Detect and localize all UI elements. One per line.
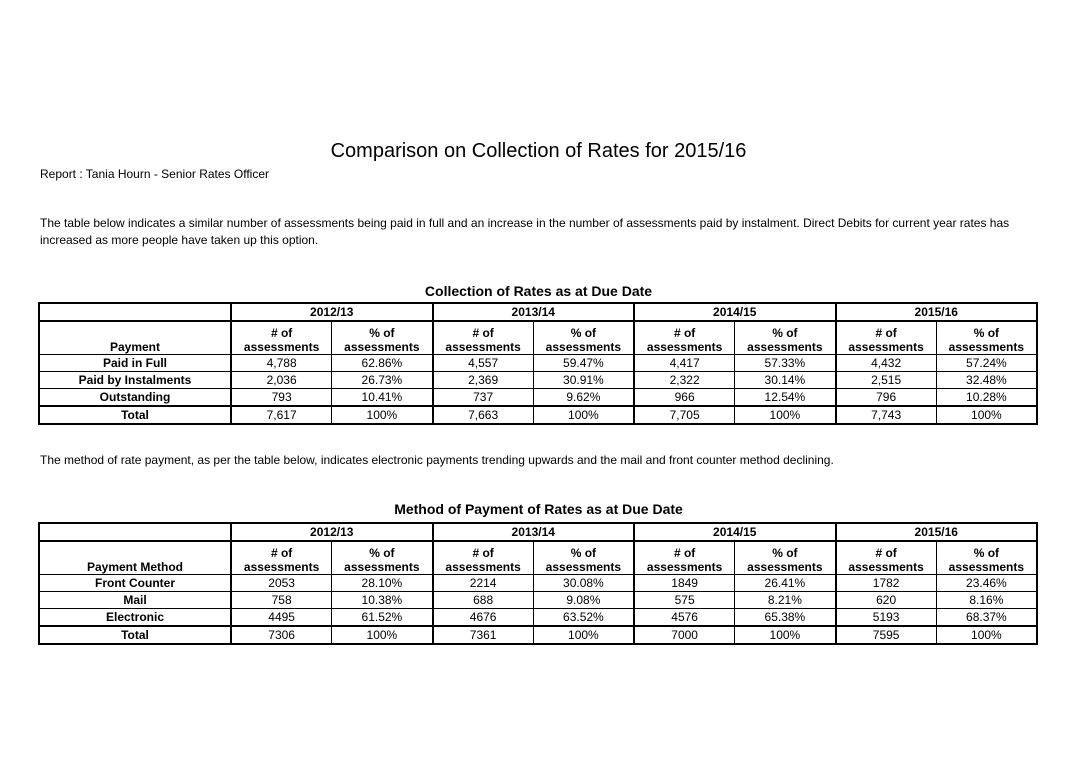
table-subheader-row bbox=[39, 541, 1037, 575]
table-cell: 4676 bbox=[433, 609, 534, 627]
report-title: Comparison on Collection of Rates for 2015/16 bbox=[330, 140, 747, 162]
table-row bbox=[39, 592, 1037, 609]
table-cell: 688 bbox=[433, 592, 534, 609]
row-label: Outstanding bbox=[39, 389, 231, 407]
table-cell: 63.52% bbox=[533, 609, 634, 627]
table-cell: 4495 bbox=[231, 609, 332, 627]
table-cell: 62.86% bbox=[332, 355, 433, 372]
table-cell: 737 bbox=[433, 389, 534, 407]
row-header-label: Payment bbox=[39, 321, 231, 355]
table-cell: 4,417 bbox=[634, 355, 735, 372]
year-header: 2014/15 bbox=[634, 303, 836, 321]
method-table bbox=[38, 522, 1038, 645]
table-cell: 2,036 bbox=[231, 372, 332, 389]
row-label: Total bbox=[39, 626, 231, 644]
table-cell: 9.62% bbox=[533, 389, 634, 407]
table-cell: 12.54% bbox=[735, 389, 836, 407]
table-cell: 5193 bbox=[836, 609, 937, 627]
total-row bbox=[39, 406, 1037, 424]
table-cell: 7595 bbox=[836, 626, 937, 644]
table-row bbox=[39, 372, 1037, 389]
count-column-header: # of assessments bbox=[836, 541, 937, 575]
count-column-header: # of assessments bbox=[634, 541, 735, 575]
table-cell: 26.41% bbox=[735, 575, 836, 592]
table-cell: 2,515 bbox=[836, 372, 937, 389]
method-paragraph: The method of rate payment, as per the table below, indicates electronic payments trending upwards and the mail and front counter method declining. bbox=[40, 453, 834, 467]
report-author: Report : Tania Hourn - Senior Rates Officer bbox=[40, 167, 269, 181]
year-header: 2012/13 bbox=[231, 303, 433, 321]
table-cell: 2,322 bbox=[634, 372, 735, 389]
year-header: 2012/13 bbox=[231, 523, 433, 541]
table-cell: 32.48% bbox=[936, 372, 1037, 389]
table-cell: 57.24% bbox=[936, 355, 1037, 372]
table-cell: 68.37% bbox=[936, 609, 1037, 627]
intro-paragraph: The table below indicates a similar number of assessments being paid in full and an increase in the number of assessments paid by instalment. Direct Debits for current year rates has increased as more people have taken up this option. bbox=[40, 216, 1010, 247]
collection-table bbox=[38, 302, 1038, 425]
table-cell: 793 bbox=[231, 389, 332, 407]
year-header: 2013/14 bbox=[433, 523, 635, 541]
total-row bbox=[39, 626, 1037, 644]
percent-column-header: % of assessments bbox=[936, 321, 1037, 355]
table-header-row bbox=[39, 303, 1037, 321]
count-column-header: # of assessments bbox=[231, 321, 332, 355]
row-label: Paid by Instalments bbox=[39, 372, 231, 389]
table-cell: 100% bbox=[735, 626, 836, 644]
method-table-caption: Method of Payment of Rates as at Due Date bbox=[394, 501, 683, 517]
percent-column-header: % of assessments bbox=[533, 321, 634, 355]
year-header: 2015/16 bbox=[836, 523, 1038, 541]
table-cell: 59.47% bbox=[533, 355, 634, 372]
percent-column-header: % of assessments bbox=[332, 321, 433, 355]
table-cell: 2053 bbox=[231, 575, 332, 592]
row-label: Paid in Full bbox=[39, 355, 231, 372]
row-label: Total bbox=[39, 406, 231, 424]
table-cell: 26.73% bbox=[332, 372, 433, 389]
row-label: Front Counter bbox=[39, 575, 231, 592]
table-row bbox=[39, 575, 1037, 592]
table-cell: 100% bbox=[936, 406, 1037, 424]
table-cell: 30.08% bbox=[533, 575, 634, 592]
table-cell: 10.38% bbox=[332, 592, 433, 609]
table-cell: 758 bbox=[231, 592, 332, 609]
table-header-row bbox=[39, 523, 1037, 541]
count-column-header: # of assessments bbox=[231, 541, 332, 575]
table-cell: 4,788 bbox=[231, 355, 332, 372]
table-cell: 28.10% bbox=[332, 575, 433, 592]
year-header: 2015/16 bbox=[836, 303, 1038, 321]
table-cell: 61.52% bbox=[332, 609, 433, 627]
table-cell: 1849 bbox=[634, 575, 735, 592]
table-cell: 796 bbox=[836, 389, 937, 407]
table-cell: 7,663 bbox=[433, 406, 534, 424]
table-cell: 4576 bbox=[634, 609, 735, 627]
table-cell: 7306 bbox=[231, 626, 332, 644]
table-cell: 4,432 bbox=[836, 355, 937, 372]
row-header-label: Payment Method bbox=[39, 541, 231, 575]
count-column-header: # of assessments bbox=[836, 321, 937, 355]
collection-table-caption: Collection of Rates as at Due Date bbox=[424, 283, 653, 299]
table-row bbox=[39, 389, 1037, 407]
table-cell: 100% bbox=[936, 626, 1037, 644]
table-cell: 2214 bbox=[433, 575, 534, 592]
table-cell: 8.16% bbox=[936, 592, 1037, 609]
percent-column-header: % of assessments bbox=[936, 541, 1037, 575]
table-subheader-row bbox=[39, 321, 1037, 355]
year-header: 2014/15 bbox=[634, 523, 836, 541]
year-header: 2013/14 bbox=[433, 303, 635, 321]
table-cell: 7,743 bbox=[836, 406, 937, 424]
table-row bbox=[39, 609, 1037, 627]
count-column-header: # of assessments bbox=[634, 321, 735, 355]
table-cell: 100% bbox=[735, 406, 836, 424]
row-label: Electronic bbox=[39, 609, 231, 627]
table-cell: 100% bbox=[533, 626, 634, 644]
table-cell: 100% bbox=[332, 626, 433, 644]
table-cell: 2,369 bbox=[433, 372, 534, 389]
table-cell: 620 bbox=[836, 592, 937, 609]
table-cell: 100% bbox=[533, 406, 634, 424]
table-cell: 100% bbox=[332, 406, 433, 424]
table-cell: 7,705 bbox=[634, 406, 735, 424]
header-blank-cell bbox=[39, 523, 231, 541]
table-cell: 9.08% bbox=[533, 592, 634, 609]
percent-column-header: % of assessments bbox=[735, 541, 836, 575]
header-blank-cell bbox=[39, 303, 231, 321]
table-cell: 575 bbox=[634, 592, 735, 609]
table-cell: 10.28% bbox=[936, 389, 1037, 407]
table-cell: 966 bbox=[634, 389, 735, 407]
table-cell: 4,557 bbox=[433, 355, 534, 372]
table-cell: 30.91% bbox=[533, 372, 634, 389]
table-cell: 65.38% bbox=[735, 609, 836, 627]
percent-column-header: % of assessments bbox=[735, 321, 836, 355]
row-label: Mail bbox=[39, 592, 231, 609]
table-cell: 10.41% bbox=[332, 389, 433, 407]
table-cell: 23.46% bbox=[936, 575, 1037, 592]
count-column-header: # of assessments bbox=[433, 321, 534, 355]
table-cell: 8.21% bbox=[735, 592, 836, 609]
percent-column-header: % of assessments bbox=[533, 541, 634, 575]
table-cell: 57.33% bbox=[735, 355, 836, 372]
table-cell: 7000 bbox=[634, 626, 735, 644]
percent-column-header: % of assessments bbox=[332, 541, 433, 575]
table-row bbox=[39, 355, 1037, 372]
table-cell: 7,617 bbox=[231, 406, 332, 424]
table-cell: 7361 bbox=[433, 626, 534, 644]
table-cell: 1782 bbox=[836, 575, 937, 592]
count-column-header: # of assessments bbox=[433, 541, 534, 575]
table-cell: 30.14% bbox=[735, 372, 836, 389]
